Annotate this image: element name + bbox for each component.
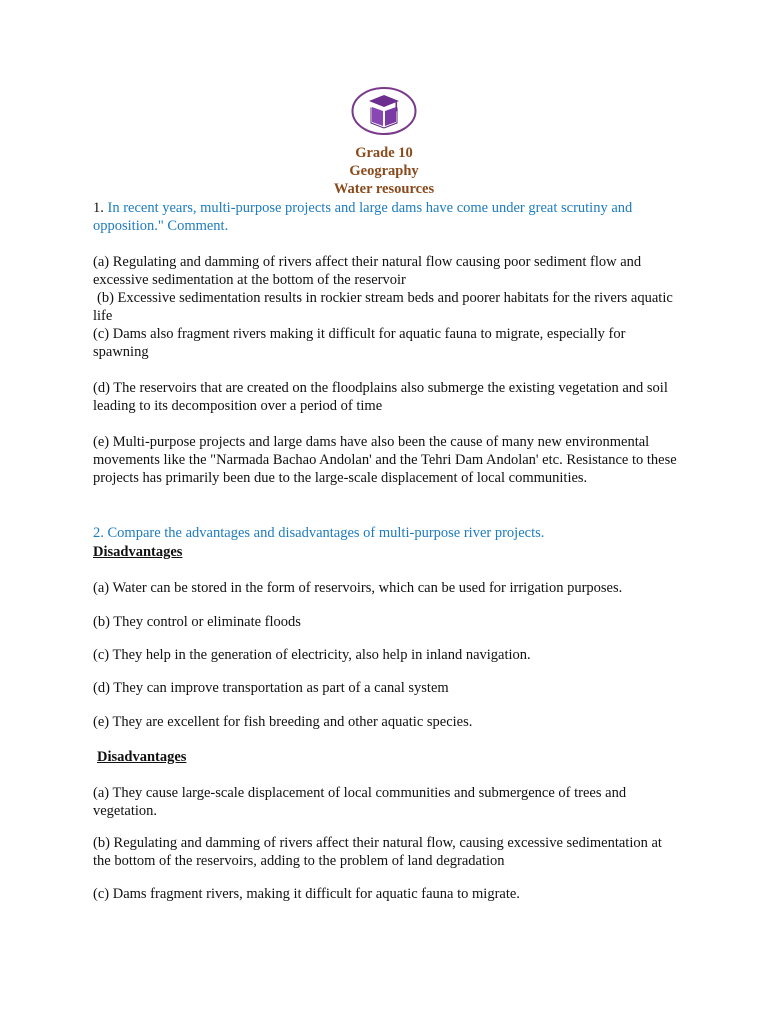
disadvantage-a: (a) They cause large-scale displacement of local communities and submergence of trees and vegetation. [93,785,627,819]
question-1-number: 1. [93,200,104,216]
topic-heading: Water resources [333,181,435,197]
q1-point-e: (e) Multi-purpose projects and large dams have also been the cause of many new environmental movements like the "Narmada Bachao Andolan' and the Tehri Dam Andolan' etc. Resistance to these projects has primarily been due to the large-scale displacement of local communities. [93,434,677,486]
advantage-b: (b) They control or eliminate floods [93,614,301,630]
graduation-book-icon [351,86,417,136]
q1-point-b: (b) Excessive sedimentation results in rockier stream beds and poorer habitats for the rivers aquatic life [93,290,673,324]
grade-heading: Grade 10 [355,145,413,161]
advantage-a: (a) Water can be stored in the form of reservoirs, which can be used for irrigation purposes. [93,580,623,596]
advantage-d: (d) They can improve transportation as part of a canal system [93,680,449,696]
subject-heading: Geography [349,163,419,179]
q1-point-a: (a) Regulating and damming of rivers affect their natural flow causing poor sediment flow and excessive sedimentation at the bottom of the reservoir [93,254,642,288]
question-1 [93,199,683,235]
question-2-text: 2. Compare the advantages and disadvantages of multi-purpose river projects. [93,525,545,541]
advantage-c: (c) They help in the generation of electricity, also help in inland navigation. [93,647,531,663]
disadvantage-c: (c) Dams fragment rivers, making it difficult for aquatic fauna to migrate. [93,886,520,902]
question-1-text: In recent years, multi-purpose projects and large dams have come under great scrutiny and opposition." Comment. [93,200,633,234]
section-heading-second: Disadvantages [97,749,187,765]
advantage-e: (e) They are excellent for fish breeding and other aquatic species. [93,714,473,730]
section-heading-first: Disadvantages [93,544,183,560]
disadvantage-b: (b) Regulating and damming of rivers affect their natural flow, causing excessive sedimentation at the bottom of the reservoirs, adding to the problem of land degradation [93,835,662,869]
q1-point-d: (d) The reservoirs that are created on the floodplains also submerge the existing vegetation and soil leading to its decomposition over a period of time [93,380,668,414]
q1-point-c: (c) Dams also fragment rivers making it difficult for aquatic fauna to migrate, especially for spawning [93,326,626,360]
